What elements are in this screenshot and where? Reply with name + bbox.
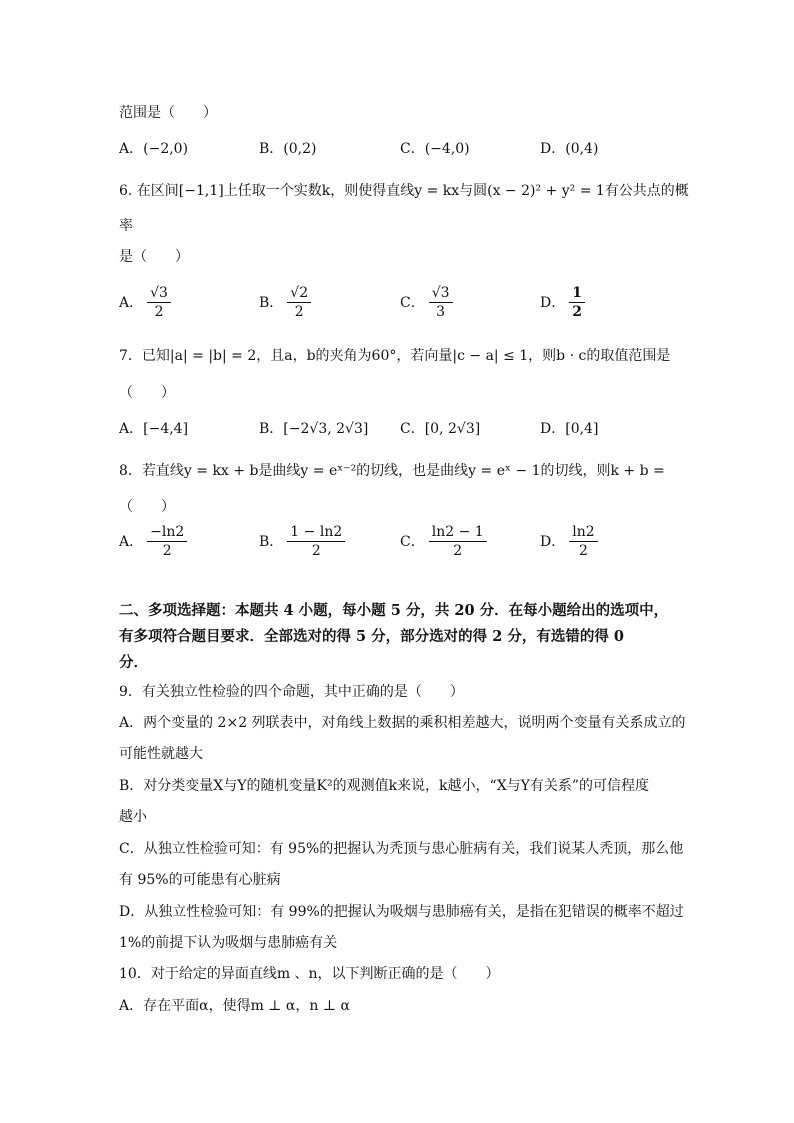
q5-option-a[interactable]: A．(−2,0) — [119, 141, 189, 157]
q6-option-d[interactable]: D． $\frac{1}{2}$ — [540, 284, 585, 321]
section2-heading-line2: 有多项符合题目要求．全部选对的得 5 分，部分选对的得 2 分，有选错的得 0 — [119, 628, 625, 645]
q8-option-d[interactable]: D． $\frac{\ln 2}{2}$ — [540, 523, 598, 560]
q9-option-d[interactable]: D．从独立性检验可知：有 99%的把握认为吸烟与患肺癌有关，是指在犯错误的概率不超过 — [119, 904, 684, 920]
q9-option-b[interactable]: B．对分类变量X与Y的随机变量K²的观测值k来说，k越小，“X与Y有关系”的可信程度 — [119, 778, 650, 794]
q6-option-b[interactable]: B． $\frac{√2}{2}$ — [259, 284, 311, 321]
q10-stem: 10．对于给定的异面直线m 、n，以下判断正确的是（ ） — [119, 966, 500, 982]
q8-stem-line2: （ ） — [119, 499, 175, 515]
q9-option-d-cont: 1%的前提下认为吸烟与患肺癌有关 — [119, 935, 338, 951]
q9-option-c[interactable]: C．从独立性检验可知：有 95%的把握认为秃顶与患心脏病有关，我们说某人秃顶，那么他 — [119, 841, 684, 857]
q6-stem-line2: 率 — [119, 218, 133, 234]
q6-option-a[interactable]: A． $\frac{√3}{2}$ — [119, 284, 171, 321]
q7-option-a[interactable]: A．[−4,4] — [119, 421, 189, 437]
q7-option-c[interactable]: C．[0, 2√3] — [400, 421, 481, 437]
section2-heading-line3: 分． — [119, 654, 148, 671]
q8-option-a[interactable]: A． $\frac{-\ln 2}{2}$ — [119, 523, 187, 560]
q5-option-b[interactable]: B．(0,2) — [259, 141, 317, 157]
q7-stem-line2: （ ） — [119, 385, 175, 401]
q6-stem-line1: 6. 在区间[−1,1]上任取一个实数k，则使得直线y = kx与圆(x − 2)² + y² = 1有公共点的概 — [119, 183, 689, 199]
q5-tail: 范围是（ ） — [119, 105, 217, 121]
q8-stem-line1: 8．若直线y = kx + b是曲线y = eˣ⁻²的切线，也是曲线y = eˣ − 1的切线，则k + b = — [119, 463, 665, 479]
q9-stem: 9．有关独立性检验的四个命题，其中正确的是（ ） — [119, 684, 464, 700]
q5-option-c[interactable]: C．(−4,0) — [400, 141, 470, 157]
q6-stem-line3: 是（ ） — [119, 249, 189, 265]
q5-option-d[interactable]: D．(0,4) — [540, 141, 599, 157]
q7-option-d[interactable]: D．[0,4] — [540, 421, 599, 437]
q7-option-b[interactable]: B．[−2√3, 2√3] — [259, 421, 369, 437]
q8-option-b[interactable]: B． $\frac{1 - \ln 2}{2}$ — [259, 523, 345, 560]
section2-heading-line1: 二、多项选择题：本题共 4 小题，每小题 5 分，共 20 分．在每小题给出的选项中， — [119, 602, 669, 619]
q8-option-c[interactable]: C． $\frac{\ln 2 - 1}{2}$ — [400, 523, 487, 560]
q7-stem-line1: 7．已知|a| = |b| = 2，且a，b的夹角为60°，若向量|c − a| ≤ 1，则b · c的取值范围是 — [119, 348, 671, 364]
q6-option-c[interactable]: C． $\frac{√3}{3}$ — [400, 284, 453, 321]
q10-option-a[interactable]: A．存在平面α，使得m ⊥ α，n ⊥ α — [119, 998, 350, 1014]
q9-option-c-cont: 有 95%的可能患有心脏病 — [119, 872, 281, 888]
q9-option-a[interactable]: A．两个变量的 2×2 列联表中，对角线上数据的乘积相差越大，说明两个变量有关系成立的 — [119, 715, 686, 731]
q9-option-b-cont: 越小 — [119, 809, 147, 825]
q9-option-a-cont: 可能性就越大 — [119, 746, 203, 762]
